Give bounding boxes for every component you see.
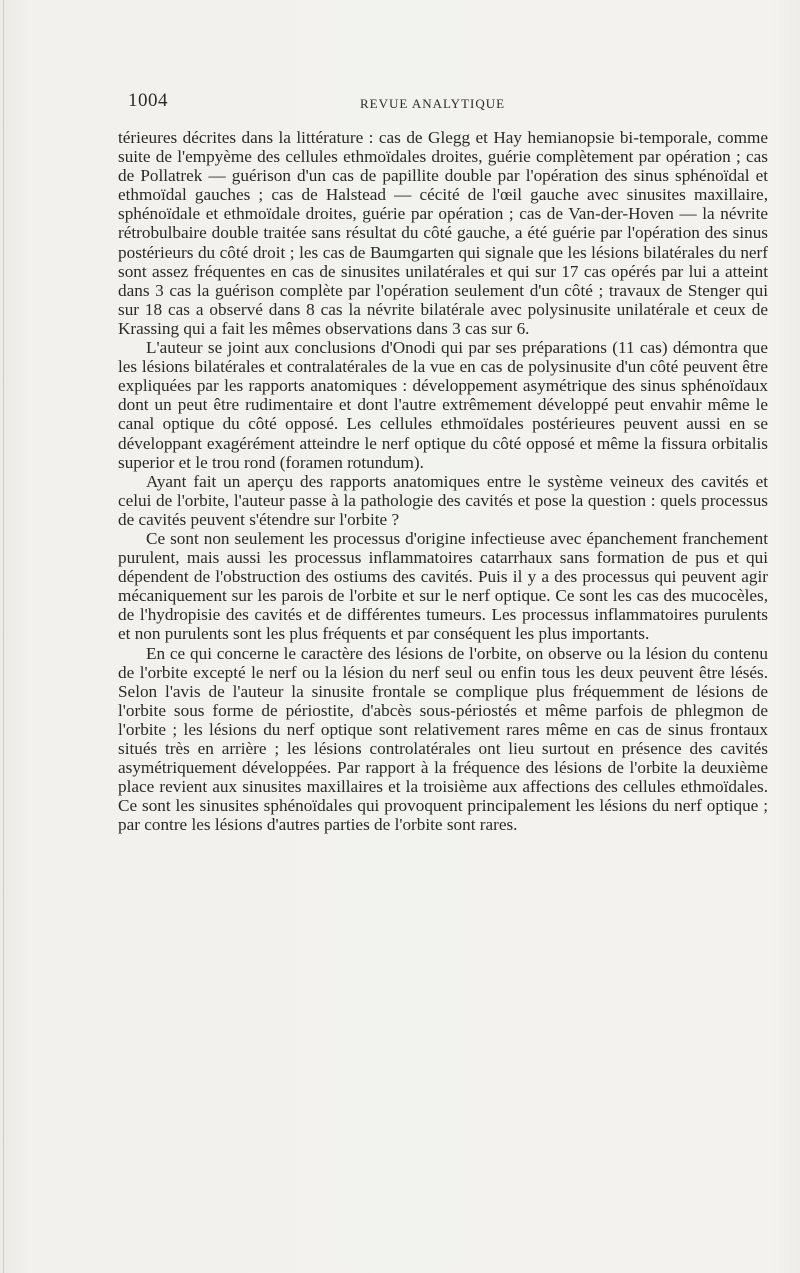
paragraph-3: Ayant fait un aperçu des rapports anatomiques entre le système veineux des cavités et celui de l'orbite, l'auteur passe à la pathologie des cavités et pose la question : quels processus de cavités peuvent s'étendre sur l'orbite ? — [118, 471, 768, 529]
page-number: 1004 — [128, 90, 168, 111]
paragraph-4: Ce sont non seulement les processus d'origine infectieuse avec épanchement franchement purulent, mais aussi les processus inflammatoires catarrhaux sans formation de pus et qui dépendent de l'obstruction des ostiums des cavités. Puis il y a des processus qui peuvent agir mécaniquement sur les parois de l'orbite et sur le nerf optique. Ce sont les cas des mucocèles, de l'hydropisie des cavités et de différentes tumeurs. Les processus inflammatoires purulents et non purulents sont les plus fréquents et par conséquent les plus importants. — [118, 528, 768, 644]
body-text — [118, 128, 768, 834]
page-header — [118, 88, 768, 118]
binding-edge — [3, 0, 4, 1273]
paragraph-5: En ce qui concerne le caractère des lésions de l'orbite, on observe ou la lésion du contenu de l'orbite excepté le nerf ou la lésion du nerf seul ou enfin tous les deux peuvent être lésés. Selon l'avis de l'auteur la sinusite frontale se complique plus fréquemment de lésions de l'orbite sous forme de périostite, d'abcès sous-périostés et même parfois de phlegmon de l'orbite ; les lésions du nerf optique sont relativement rares même en cas de sinus frontaux situés très en arrière ; les lésions controlatérales ont lieu surtout en présence des cavités asymétriquement développées. Par rapport à la fréquence des lésions de l'orbite la deuxième place revient aux sinusites maxillaires et la troisième aux affections des cellules ethmoïdales. Ce sont les sinusites sphénoïdales qui provoquent principalement les lésions du nerf optique ; par contre les lésions d'autres parties de l'orbite sont rares. — [118, 643, 768, 835]
paragraph-2: L'auteur se joint aux conclusions d'Onodi qui par ses préparations (11 cas) démontra que les lésions bilatérales et contralatérales de la vue en cas de polysinusite d'un côté peuvent être expliquées par les rapports anatomiques : développement asymétrique des sinus sphénoïdaux dont un peut être rudimentaire et dont l'autre extrêmement développé peut envahir même le canal optique du côté opposé. Les cellules ethmoïdales postérieures peuvent aussi en se développant exagérément atteindre le nerf optique du côté opposé et même la fissura orbitalis superior et le trou rond (foramen rotundum). — [118, 338, 768, 472]
paragraph-1: térieures décrites dans la littérature : cas de Glegg et Hay hemianopsie bi-temporale, comme suite de l'empyème des cellules ethmoïdales droites, guérie complètement par opération ; cas de Pollatrek — guérison d'un cas de papillite double par l'opération des sinus sphénoïdal et ethmoïdal gauches ; cas de Halstead — cécité de l'œil gauche avec sinusites maxillaire, sphénoïdale et ethmoïdale droites, guérie par opération ; cas de Van-der-Hoven — la névrite rétrobulbaire double traitée sans résultat du côté gauche, a été guérie par l'opération des sinus postérieurs du côté droit ; les cas de Baumgarten qui signale que les lésions bilatérales du nerf sont assez fréquentes en cas de sinusites unilatérales et qui sur 17 cas opérés par lui a atteint dans 3 cas la guérison complète par l'opération seulement d'un côté ; travaux de Stenger qui sur 18 cas a observé dans 8 cas la névrite bilatérale avec polysinusite unilatérale et ceux de Krassing qui a fait les mêmes observations dans 3 cas sur 6. — [118, 128, 768, 338]
running-title: REVUE ANALYTIQUE — [360, 96, 506, 111]
